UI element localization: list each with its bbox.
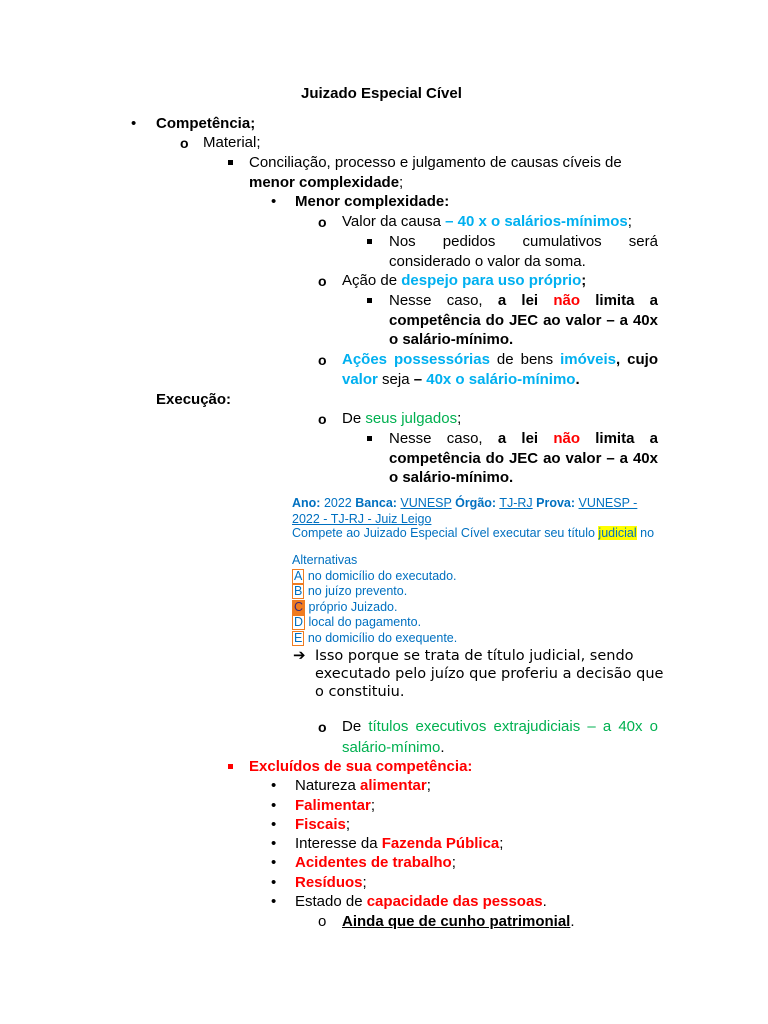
square-bullet <box>228 160 233 165</box>
square-bullet <box>367 436 372 441</box>
bullet-dot: • <box>271 193 277 210</box>
excl-interesse: Interesse da Fazenda Pública; <box>295 835 504 852</box>
excl-residuos: Resíduos; <box>295 874 367 891</box>
paragraph-pedidos: Nos pedidos cumulativos será considerado o valor da soma. <box>389 233 658 270</box>
bullet-dot: • <box>271 816 277 833</box>
quiz-question: Compete ao Juizado Especial Cível executar seu título judicial no <box>292 526 655 540</box>
circle-bullet: o <box>318 719 327 735</box>
link-orgao[interactable]: TJ-RJ <box>499 496 533 510</box>
excl-fiscais: Fiscais; <box>295 816 351 833</box>
quiz-header: Ano: 2022 Banca: VUNESP Órgão: TJ-RJ Prova: VUNESP - 2022 - TJ-RJ - Juiz Leigo <box>292 496 638 526</box>
excl-estado: Estado de capacidade das pessoas. <box>295 893 547 910</box>
link-prova[interactable]: VUNESP - 2022 - TJ-RJ - Juiz Leigo <box>292 496 638 526</box>
bullet-dot: • <box>271 797 277 814</box>
item-ainda-que: Ainda que de cunho patrimonial. <box>342 913 575 930</box>
excl-acidentes: Acidentes de trabalho; <box>295 854 456 871</box>
item-material: Material; <box>203 134 261 151</box>
heading-menor-complexidade: Menor complexidade: <box>295 193 450 210</box>
quiz-alternativas-label: Alternativas <box>292 553 358 567</box>
quiz-option-b[interactable]: B no juízo prevento. <box>294 584 408 598</box>
bullet-dot: • <box>271 777 277 794</box>
circle-bullet: o <box>318 411 327 427</box>
bullet-dot: • <box>271 893 277 910</box>
arrow-icon: ➔ <box>293 646 306 664</box>
quiz-option-d[interactable]: D local do pagamento. <box>294 615 422 629</box>
link-banca[interactable]: VUNESP <box>400 496 452 510</box>
heading-excluidos: Excluídos de sua competência: <box>249 758 473 775</box>
paragraph-nesse-caso-1: Nesse caso, a lei não limita a competência do JEC ao valor – a 40x o salário-mínimo. <box>389 292 659 348</box>
heading-execucao: Execução: <box>156 391 232 408</box>
quiz-option-e[interactable]: E no domicílio do exequente. <box>294 631 458 645</box>
bullet-dot: • <box>271 854 277 871</box>
bullet-dot: • <box>271 835 277 852</box>
circle-bullet: o <box>318 273 327 289</box>
heading-competencia: Competência; <box>156 115 256 132</box>
item-acao-despejo: Ação de despejo para uso próprio; <box>342 272 587 289</box>
paragraph-titulos-extrajudiciais: De títulos executivos extrajudiciais – a 40x o salário-mínimo. <box>342 718 659 756</box>
circle-bullet: o <box>180 135 189 151</box>
circle-bullet: o <box>318 913 327 930</box>
bullet-dot: • <box>131 115 137 132</box>
quiz-option-c[interactable]: C próprio Juizado. <box>294 600 398 614</box>
item-valor-causa: Valor da causa – 40 x o salários-mínimos; <box>342 213 632 230</box>
square-bullet <box>367 239 372 244</box>
circle-bullet: o <box>318 352 327 368</box>
highlight-judicial: judicial <box>598 526 637 540</box>
paragraph-conciliacao: Conciliação, processo e julgamento de causas cíveis de menor complexidade; <box>249 154 622 191</box>
square-bullet <box>367 298 372 303</box>
item-de-seus-julgados: De seus julgados; <box>342 410 462 427</box>
excl-natureza: Natureza alimentar; <box>295 777 431 794</box>
excl-falimentar: Falimentar; <box>295 797 376 814</box>
circle-bullet: o <box>318 214 327 230</box>
paragraph-arrow-note: Isso porque se trata de título judicial, sendo executado pelo juízo que proferiu a decisão que o constituiu. <box>315 648 664 700</box>
quiz-option-a[interactable]: A no domicílio do executado. <box>294 569 457 583</box>
square-bullet <box>228 764 233 769</box>
paragraph-acoes-possessorias: Ações possessórias de bens imóveis, cujo valor seja – 40x o salário-mínimo. <box>342 351 659 388</box>
bullet-dot: • <box>271 874 277 891</box>
paragraph-nesse-caso-2: Nesse caso, a lei não limita a competência do JEC ao valor – a 40x o salário-mínimo. <box>389 430 659 486</box>
page-title: Juizado Especial Cível <box>301 85 462 102</box>
